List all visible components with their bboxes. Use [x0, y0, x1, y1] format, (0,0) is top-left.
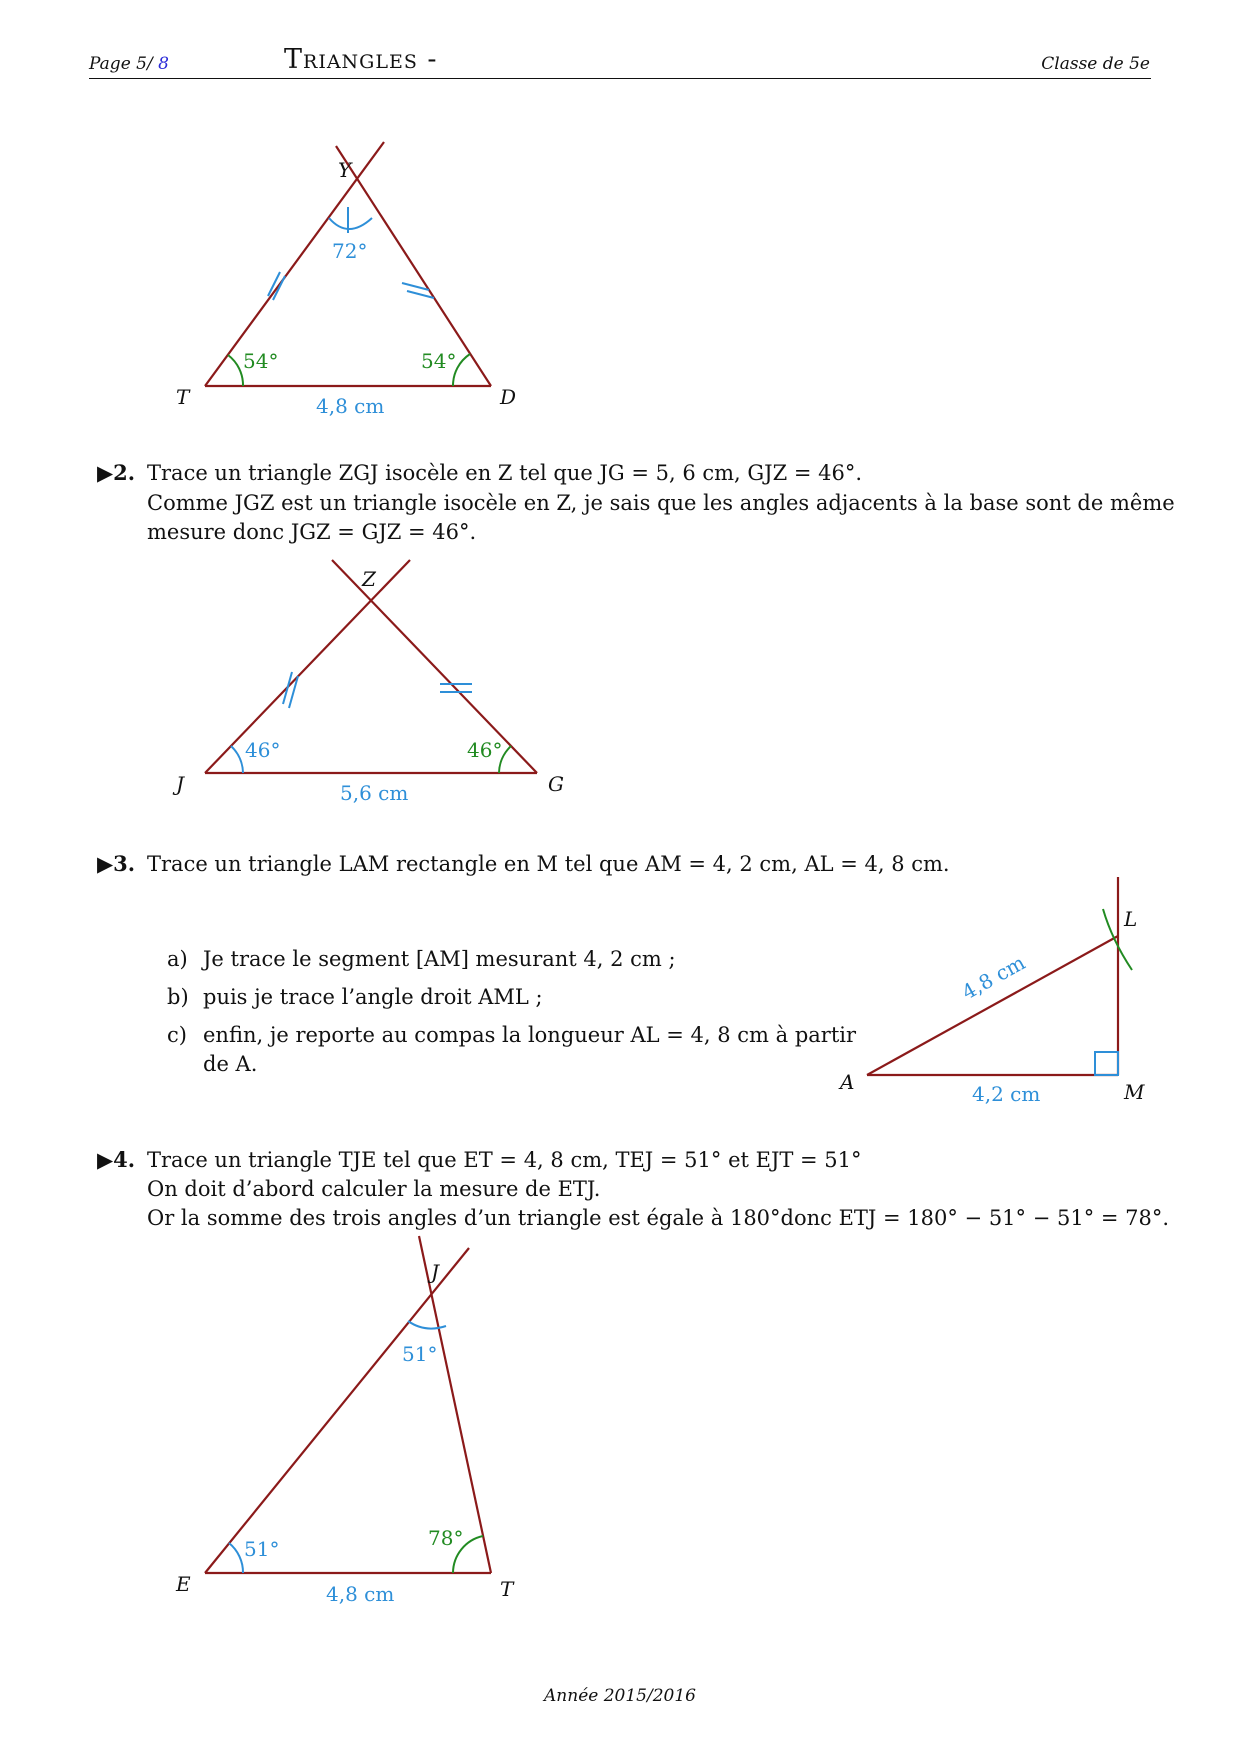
- ex4-line1: Trace un triangle TJE tel que ET = 4, 8 cm, TEJ = 51° et EJT = 51°: [147, 1148, 862, 1172]
- fig4-vertex-e: E: [176, 1572, 191, 1596]
- fig1-angle-right: 54°: [421, 349, 457, 373]
- ex3-line1: Trace un triangle LAM rectangle en M tel que AM = 4, 2 cm, AL = 4, 8 cm.: [147, 852, 950, 876]
- ex3-step-c-letter: c): [167, 1023, 187, 1047]
- fig1-side-dy: [336, 146, 491, 386]
- ex4-label: ▶4.: [97, 1147, 136, 1172]
- fig1-vertex-d: D: [500, 385, 517, 409]
- fig1-arc-left: [228, 355, 243, 386]
- fig4-base-length: 4,8 cm: [326, 1582, 395, 1606]
- fig2-side-jz: [205, 560, 410, 773]
- fig4-side-ej: [205, 1248, 469, 1573]
- fig3-hyp-length: 4,8 cm: [957, 950, 1030, 1005]
- fig4-vertex-j: J: [431, 1260, 440, 1284]
- footer-year: Année 2015/2016: [544, 1686, 696, 1706]
- fig1-vertex-y: Y: [338, 158, 352, 182]
- fig4-angle-right: 78°: [428, 1526, 464, 1550]
- fig4-angle-left: 51°: [244, 1537, 280, 1561]
- fig2-vertex-g: G: [548, 772, 564, 796]
- fig3-vertex-m: M: [1124, 1080, 1145, 1104]
- ex2-line1: Trace un triangle ZGJ isocèle en Z tel que JG = 5, 6 cm, GJZ = 46°.: [147, 461, 863, 485]
- ex3-step-b-letter: b): [167, 985, 189, 1009]
- fig1-tick-2: [273, 276, 285, 300]
- fig1-angle-top: 72°: [332, 239, 368, 263]
- fig4-vertex-t: T: [500, 1577, 514, 1601]
- ex2-line3: mesure donc JGZ = GJZ = 46°.: [147, 520, 477, 544]
- fig3-side-al: [867, 936, 1118, 1075]
- fig4-angle-top: 51°: [402, 1342, 438, 1366]
- document-title: Triangles -: [284, 44, 438, 75]
- fig4-arc-top: [408, 1321, 446, 1329]
- ex3-step-a-letter: a): [167, 947, 188, 971]
- fig2-angle-right: 46°: [467, 738, 503, 762]
- fig3-right-angle-mark: [1095, 1052, 1118, 1075]
- ex2-label: ▶2.: [97, 460, 136, 485]
- fig2-base-length: 5,6 cm: [340, 781, 409, 805]
- fig2-arc-left: [231, 746, 243, 773]
- fig3-base-length: 4,2 cm: [972, 1082, 1041, 1106]
- fig3-vertex-a: A: [840, 1070, 855, 1094]
- fig1-vertex-t: T: [176, 385, 190, 409]
- ex3-step-b: puis je trace l’angle droit AML ;: [203, 985, 543, 1009]
- fig1-arc-top: [329, 218, 372, 229]
- fig2-angle-left: 46°: [245, 738, 281, 762]
- page-prefix: Page 5/: [89, 54, 153, 74]
- fig1-base-length: 4,8 cm: [316, 394, 385, 418]
- fig1-angle-left: 54°: [243, 349, 279, 373]
- fig2-vertex-z: Z: [362, 567, 376, 591]
- fig4-arc-left: [229, 1543, 243, 1573]
- ex3-step-c: enfin, je reporte au compas la longueur AL = 4, 8 cm à partir: [203, 1023, 857, 1047]
- ex4-line3: Or la somme des trois angles d’un triangle est égale à 180°donc ETJ = 180° − 51° − 51° = 78°.: [147, 1206, 1170, 1230]
- ex3-step-a: Je trace le segment [AM] mesurant 4, 2 cm ;: [203, 947, 676, 971]
- ex3-step-c-cont: de A.: [203, 1052, 258, 1076]
- fig4-labels: [175, 1260, 515, 1606]
- ex3-label: ▶3.: [97, 851, 136, 876]
- fig4-side-tj: [419, 1236, 491, 1573]
- figure-4: [205, 1236, 491, 1573]
- fig3-vertex-l: L: [1124, 907, 1138, 931]
- ex4-line2: On doit d’abord calculer la mesure de ETJ.: [147, 1177, 601, 1201]
- fig2-side-gz: [332, 560, 537, 773]
- page-total-link[interactable]: 8: [158, 54, 169, 74]
- class-label: Classe de 5e: [1041, 54, 1150, 74]
- fig1-labels: [176, 158, 516, 418]
- fig2-vertex-j: J: [176, 772, 185, 796]
- ex2-line2: Comme JGZ est un triangle isocèle en Z, je sais que les angles adjacents à la base sont de même: [147, 491, 1175, 515]
